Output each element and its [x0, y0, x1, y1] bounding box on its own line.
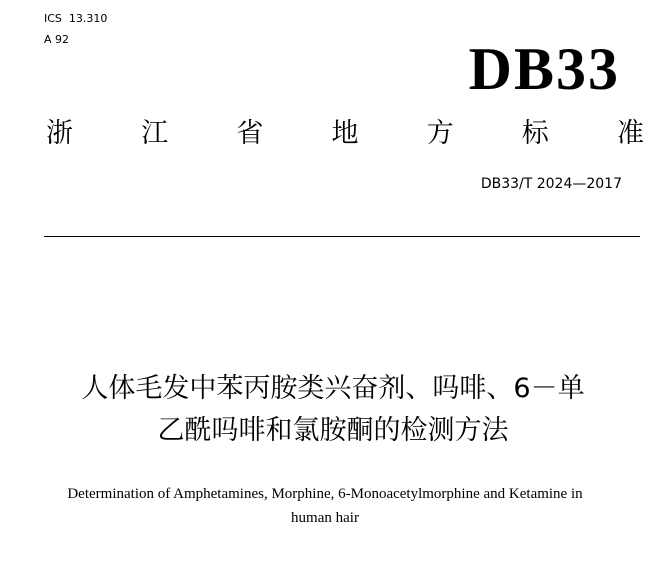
standard-number: DB33/T 2024—2017: [480, 176, 622, 192]
standard-code-logo: DB33: [468, 36, 620, 102]
english-title-line-2: human hair: [291, 510, 359, 526]
standard-type-char: 江: [141, 118, 169, 149]
ics-code: ICS 13.310: [44, 12, 108, 25]
chinese-title-line-1: 人体毛发中苯丙胺类兴奋剂、吗啡、6－单: [81, 373, 585, 404]
standard-type-heading: [46, 114, 644, 154]
standard-type-char: 浙: [46, 118, 73, 149]
ccs-code: A 92: [44, 33, 70, 46]
chinese-title-line-2: 乙酰吗啡和氯胺酮的检测方法: [157, 415, 509, 446]
classification-codes: [44, 11, 107, 53]
standard-type-char: 方: [426, 118, 454, 149]
english-title: [0, 482, 650, 530]
standard-type-char: 准: [616, 118, 644, 149]
header-divider: [44, 236, 640, 237]
standard-type-char: 标: [521, 118, 549, 149]
english-title-line-1: Determination of Amphetamines, Morphine, 6-Monoacetylmorphine and Ketamine in: [67, 486, 583, 502]
standard-type-char: 地: [331, 118, 359, 149]
chinese-title: [0, 368, 666, 452]
standard-type-char: 省: [236, 118, 264, 149]
